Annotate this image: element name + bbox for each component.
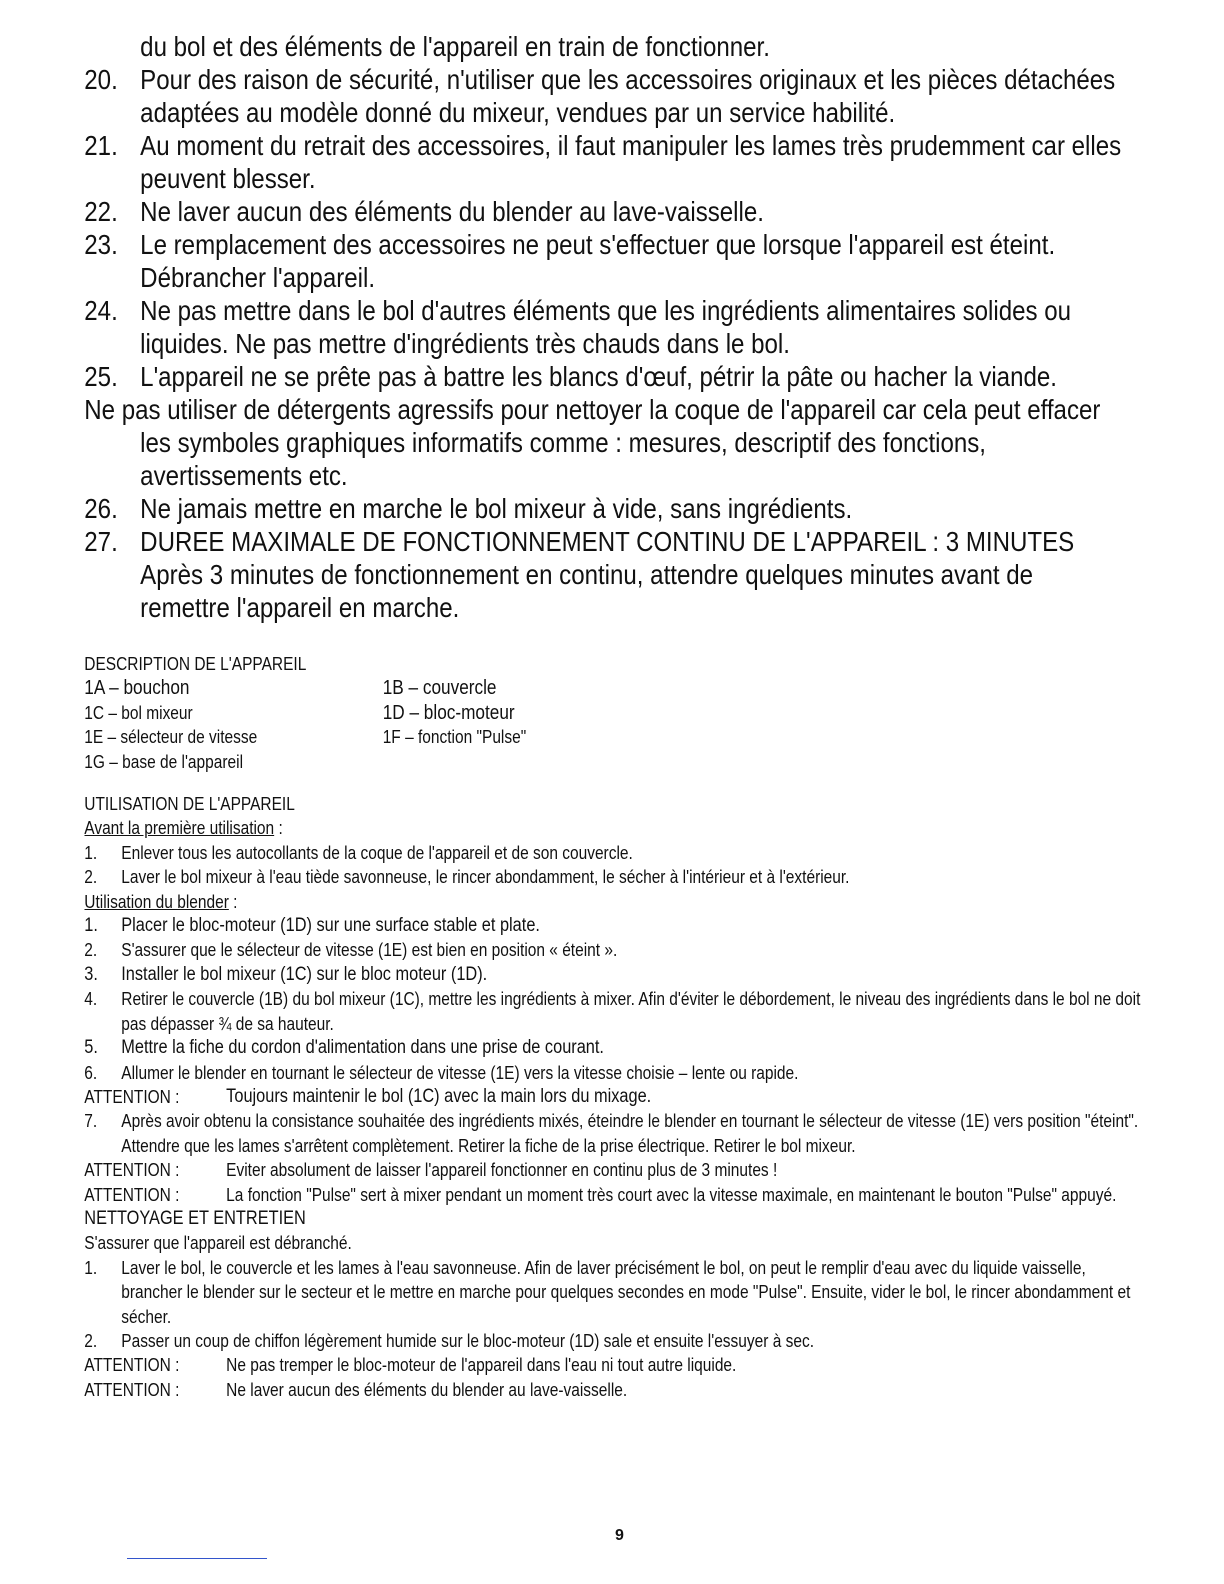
safety-instructions (84, 30, 1125, 624)
safety-item: 23. Le remplacement des accessoires ne peut s'effectuer que lorsque l'appareil est éteint. Débrancher l'appareil. (84, 229, 1056, 293)
attention-note: ATTENTION : La fonction "Pulse" sert à mixer pendant un moment très court avec la vitesse maximale, en maintenant le bouton "Pulse" appuyé. (84, 1184, 1117, 1205)
safety-item: 22. Ne laver aucun des éléments du blender au lave-vaisselle. (84, 196, 764, 227)
safety-item: 20. Pour des raison de sécurité, n'utiliser que les accessoires originaux et les pièces détachées adaptées au modèle donné du mixeur, vendues par un service habilité. (84, 64, 1116, 128)
safety-unnumbered: Ne pas utiliser de détergents agressifs pour nettoyer la coque de l'appareil car cela peut effacer les symboles graphiques informatifs comme : mesures, descriptif des fonctions, avertissements etc. (84, 394, 1101, 491)
part: 1F – fonction "Pulse" (382, 727, 527, 748)
blender-use-label: Utilisation du blender (84, 891, 229, 912)
list-item: 4. Retirer le couvercle (1B) du bol mixeur (1C), mettre les ingrédients à mixer. Afin d'éviter le débordement, le niveau des ingrédients dans le bol ne doit pas dépasser ¾ de sa hauteur. (84, 989, 1141, 1034)
part: 1B – couvercle (382, 677, 497, 700)
part: 1G – base de l'appareil (84, 751, 244, 772)
before-first-use-label: Avant la première utilisation (84, 818, 275, 839)
part: 1A – bouchon (84, 677, 190, 700)
list-item: 5. Mettre la fiche du cordon d'alimentation dans une prise de courant. (84, 1037, 604, 1059)
attention-note: ATTENTION : Ne pas tremper le bloc-moteur de l'appareil dans l'eau ni tout autre liquide. (84, 1355, 737, 1376)
safety-item: 27. DUREE MAXIMALE DE FONCTIONNEMENT CONTINU DE L'APPAREIL : 3 MINUTES Après 3 minutes de fonctionnement en continu, attendre quelques minutes avant de remettre l'appareil en marche. (84, 526, 1075, 623)
footer-divider (127, 1558, 267, 1559)
attention-note: ATTENTION : Toujours maintenir le bol (1C) avec la main lors du mixage. (84, 1085, 652, 1107)
usage-heading: UTILISATION DE L'APPAREIL (84, 794, 295, 815)
list-item: 2. S'assurer que le sélecteur de vitesse (1E) est bien en position « éteint ». (84, 940, 618, 961)
attention-note: ATTENTION : Ne laver aucun des éléments du blender au lave-vaisselle. (84, 1379, 628, 1400)
cleaning-heading: NETTOYAGE ET ENTRETIEN (84, 1207, 306, 1229)
page-number: 9 (615, 1527, 624, 1544)
list-item: 2. Laver le bol mixeur à l'eau tiède savonneuse, le rincer abondamment, le sécher à l'intérieur et à l'extérieur. (84, 867, 850, 888)
list-item: 2. Passer un coup de chiffon légèrement humide sur le bloc-moteur (1D) sale et ensuite l'essuyer à sec. (84, 1330, 815, 1351)
list-item: 7. Après avoir obtenu la consistance souhaitée des ingrédients mixés, éteindre le blender en tournant le sélecteur de vitesse (1E) vers position "éteint". Attendre que les lames s'arrêtent complètement. Retirer la fiche de la prise électrique. Retirer le bol mixeur. (84, 1111, 1139, 1156)
safety-item: 26. Ne jamais mettre en marche le bol mixeur à vide, sans ingrédients. (84, 493, 853, 524)
safety-item: 25. L'appareil ne se prête pas à battre les blancs d'œuf, pétrir la pâte ou hacher la viande. (84, 361, 1057, 392)
safety-item: 24. Ne pas mettre dans le bol d'autres éléments que les ingrédients alimentaires solides ou liquides. Ne pas mettre d'ingrédients très chauds dans le bol. (84, 295, 1072, 359)
lower-section: DESCRIPTION DE L'APPAREIL 1A – bouchon 1B – couvercle 1C – bol mixeur 1D – bloc-moteur 1E – sélecteur de vitesse 1F – fonction "Pulse" 1G – base de l'appareil UTILISATION DE L'APPAREIL Avant la première utilisation : 1. Enlever tous les autocollants de la coque de l'appareil et de son couvercle. 2. Laver le bol mixeur à l'eau tiède savonneuse, le rincer abondamment, le sécher à l'intérieur et à l'extérieur. Utilisation du blender : 1. Placer le bloc-moteur (1D) sur une surface stable et plate. 2. S'assurer que le sélecteur de vitesse (1E) est bien en position « éteint ». 3. Installer le bol mixeur (1C) sur le bloc moteur (1D). 4. Retirer le couvercle (1B) du bol mixeur (1C), mettre les ingrédients à mixer. Afin d'éviter le débordement, le niveau des ingrédients dans le bol ne doit pas dépasser ¾ de sa hauteur. 5. Mettre la fiche du cordon d'alimentation dans une prise de courant. 6. Allumer le blender en tournant le sélecteur de vitesse (1E) vers la vitesse choisie – lente ou rapide. ATTENTION : Toujours maintenir le bol (1C) avec la main lors du mixage. 7. Après avoir obtenu la consistance souhaitée des ingrédients mixés, éteindre le blender en tournant le sélecteur de vitesse (1E) vers position "éteint". Attendre que les lames s'arrêtent complètement. Retirer la fiche de la prise électrique. Retirer le bol mixeur. ATTENTION : Eviter absolument de laisser l'appareil fonctionner en continu plus de 3 minutes ! ATTENTION : La fonction "Pulse" sert à mixer pendant un moment très court avec la vitesse maximale, en maintenant le bouton "Pulse" appuyé. NETTOYAGE ET ENTRETIEN S'assurer que l'appareil est débranché. 1. Laver le bol, le couvercle et les lames à l'eau savonneuse. Afin de laver précisément le bol, on peut le remplir d'eau avec du liquide vaisselle, brancher le blender sur le secteur et le mettre en marche pour quelques secondes en mode "Pulse". Ensuite, vider le bol, le rincer abondamment et sécher. 2. Passer un coup de chiffon légèrement humide sur le bloc-moteur (1D) sale et ensuite l'essuyer à sec. ATTENTION : Ne pas tremper le bloc-moteur de l'appareil dans l'eau ni tout autre liquide. ATTENTION : Ne laver aucun des éléments du blender au lave-vaisselle. (84, 652, 1150, 1402)
list-item: 1. Laver le bol, le couvercle et les lames à l'eau savonneuse. Afin de laver précisément le bol, on peut le remplir d'eau avec du liquide vaisselle, brancher le blender sur le secteur et le mettre en marche pour quelques secondes en mode "Pulse". Ensuite, vider le bol, le rincer abondamment et sécher. (84, 1257, 1131, 1327)
list-item: 3. Installer le bol mixeur (1C) sur le bloc moteur (1D). (84, 963, 488, 985)
safety-item: 21. Au moment du retrait des accessoires, il faut manipuler les lames très prudemment car elles peuvent blesser. (84, 130, 1122, 194)
list-item: 6. Allumer le blender en tournant le sélecteur de vitesse (1E) vers la vitesse choisie – lente ou rapide. (84, 1062, 799, 1083)
part: 1C – bol mixeur (84, 702, 193, 723)
parts-list (84, 676, 1150, 774)
description-heading: DESCRIPTION DE L'APPAREIL (84, 654, 307, 674)
safety-continuation: du bol et des éléments de l'appareil en train de fonctionner. (140, 31, 770, 62)
cleaning-intro: S'assurer que l'appareil est débranché. (84, 1233, 352, 1254)
list-item: 1. Placer le bloc-moteur (1D) sur une surface stable et plate. (84, 915, 540, 937)
part: 1E – sélecteur de vitesse (84, 727, 258, 748)
attention-note: ATTENTION : Eviter absolument de laisser l'appareil fonctionner en continu plus de 3 minutes ! (84, 1160, 778, 1181)
list-item: 1. Enlever tous les autocollants de la coque de l'appareil et de son couvercle. (84, 842, 633, 863)
part: 1D – bloc-moteur (382, 701, 515, 724)
